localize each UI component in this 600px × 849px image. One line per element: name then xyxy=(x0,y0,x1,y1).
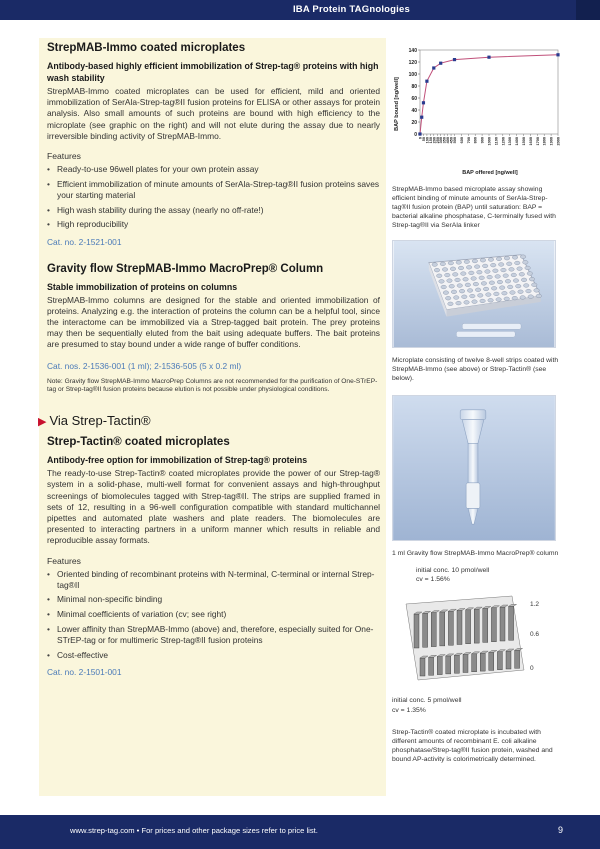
well xyxy=(528,295,533,299)
well xyxy=(469,271,474,275)
well xyxy=(529,277,534,281)
main-content xyxy=(38,42,380,677)
bar3d-figure xyxy=(392,566,562,726)
bar3d-bar xyxy=(506,651,511,669)
well xyxy=(489,281,494,285)
chart-x-tick-label: 300 xyxy=(439,137,444,144)
well xyxy=(512,256,517,260)
well xyxy=(502,291,507,295)
well xyxy=(504,256,509,260)
chart-x-tick-label: 700 xyxy=(466,137,471,144)
well xyxy=(485,270,490,274)
section1-subtitle: Antibody-based highly efficient immobilization of Strep-tag® proteins with high wash stability xyxy=(47,61,379,83)
bar3d-bar xyxy=(463,655,468,673)
well xyxy=(487,275,492,279)
feature-item: • Ready-to-use 96well plates for your own protein assay xyxy=(47,164,380,175)
section1-features-label: Features xyxy=(47,151,81,162)
bar3d-bar xyxy=(489,652,494,670)
chart-x-tick-label: 1400 xyxy=(515,137,520,146)
well xyxy=(481,282,486,286)
bar3d-bar xyxy=(454,655,459,673)
well xyxy=(463,277,468,281)
well xyxy=(440,262,445,266)
well xyxy=(472,300,477,304)
section1-features xyxy=(47,164,380,231)
chart-x-tick-label: 150 xyxy=(428,137,433,144)
well xyxy=(523,284,528,288)
chart-point xyxy=(439,62,442,65)
well xyxy=(448,302,453,306)
bar3d-bar xyxy=(429,657,434,675)
well xyxy=(480,258,485,262)
binding-curve-chart xyxy=(392,42,564,178)
well xyxy=(536,294,541,298)
well xyxy=(488,258,493,262)
well xyxy=(520,255,525,259)
well xyxy=(442,268,447,272)
section2-title: Gravity flow StrepMAB-Immo MacroPrep® Column xyxy=(47,262,324,275)
well xyxy=(520,296,525,300)
chart-x-tick-label: 50 xyxy=(421,137,426,142)
well xyxy=(437,274,442,278)
well xyxy=(483,287,488,291)
chart-x-tick-label: 1000 xyxy=(487,137,492,146)
chart-point xyxy=(432,66,435,69)
well xyxy=(432,263,437,267)
section3-subtitle: Antibody-free option for immobilization of Strep-tag® proteins xyxy=(47,455,308,466)
bar3d-caption: Strep-Tactin® coated microplate is incubated with different amounts of recombinant E. coli alkaline phosphatase/Strep-tag®II fusion protein, washed and bound AP-activity is colorimetrically determined. xyxy=(392,729,553,763)
well xyxy=(513,279,518,283)
page-number: 9 xyxy=(558,825,564,835)
chart-y-tick-label: 80 xyxy=(411,84,417,90)
bar3d-bar xyxy=(472,654,477,672)
well xyxy=(479,276,484,280)
bar3d-bar xyxy=(497,652,502,670)
well xyxy=(458,266,463,270)
well xyxy=(480,299,485,303)
chart-y-tick-label: 140 xyxy=(408,48,417,54)
chart-x-tick-label: 250 xyxy=(435,137,440,144)
well xyxy=(467,289,472,293)
chart-x-tick-label: 800 xyxy=(473,137,478,144)
bar3d-bar xyxy=(480,653,485,671)
chart-x-tick-label: 100 xyxy=(425,137,430,144)
chart-x-tick-label: 900 xyxy=(480,137,485,144)
well xyxy=(482,264,487,268)
bar3d-bar xyxy=(420,658,425,676)
section2-subtitle: Stable immobilization of proteins on columns xyxy=(47,281,238,292)
well xyxy=(474,265,479,269)
bar3d-bar xyxy=(483,608,488,642)
well xyxy=(516,284,521,288)
well xyxy=(450,267,455,271)
well xyxy=(519,272,524,276)
well xyxy=(495,275,500,279)
well xyxy=(526,289,531,293)
microplate-caption: Microplate consisting of twelve 8-well strips coated with StrepMAB-Immo (see above) or Strep-Tactin® (see below). xyxy=(392,357,559,382)
bar3d-bar xyxy=(431,613,436,647)
well xyxy=(445,273,450,277)
well xyxy=(453,296,458,300)
well xyxy=(504,297,509,301)
chart-point xyxy=(425,80,428,83)
section2-catno: Cat. nos. 2-1536-001 (1 ml); 2-1536-505 (5 x 0.2 ml) xyxy=(47,360,242,371)
well xyxy=(441,285,446,289)
bar3d-tick: 0 xyxy=(530,665,534,672)
footer-bar xyxy=(0,815,600,849)
chart-y-tick-label: 60 xyxy=(411,96,417,102)
chart-x-tick-label: 2000 xyxy=(556,137,561,146)
feature-item: • Oriented binding of recombinant proteins with N-terminal, C-terminal or internal Strep-tag®II xyxy=(47,569,380,591)
chart-y-tick-label: 20 xyxy=(411,120,417,126)
feature-item: • High reproducibility xyxy=(47,219,380,230)
well xyxy=(494,292,499,296)
well xyxy=(439,279,444,283)
chart-x-tick-label: 1300 xyxy=(508,137,513,146)
section3-heading xyxy=(38,413,380,428)
bar3d-bottom-cv: cv = 1.35% xyxy=(392,707,426,714)
feature-item: • Cost-effective xyxy=(47,650,380,661)
well xyxy=(515,261,520,265)
bar3d-bar xyxy=(466,610,471,644)
well xyxy=(466,265,471,269)
feature-item: • Lower affinity than StrepMAB-Immo (above) and, therefore, especially suited for One-STrEP-tag or for multimeric Strep-tag®II fusion proteins xyxy=(47,624,380,646)
chart-point xyxy=(556,53,559,56)
microplate-photo xyxy=(392,240,556,348)
chart-x-tick-label: 1100 xyxy=(494,137,499,146)
bar3d-top-cv: cv = 1.56% xyxy=(416,576,450,583)
well xyxy=(434,268,439,272)
bar3d-bar xyxy=(474,609,479,643)
well xyxy=(505,279,510,283)
chart-x-tick-label: 1500 xyxy=(522,137,526,146)
chart-point xyxy=(422,101,425,104)
well xyxy=(509,268,514,272)
well xyxy=(457,284,462,288)
bar3d-bar xyxy=(509,606,514,640)
chart-y-label: BAP bound [ng/well] xyxy=(394,77,400,131)
photo-microplate xyxy=(392,240,562,383)
section3-title: Strep-Tactin® coated microplates xyxy=(47,436,230,449)
well xyxy=(462,295,467,299)
well xyxy=(496,298,501,302)
bar3d-top-label: initial conc. 10 pmol/well xyxy=(416,567,490,574)
well xyxy=(532,283,537,287)
header-title: IBA Protein TAGnologies xyxy=(292,4,410,15)
well xyxy=(498,263,503,267)
bar3d-bar xyxy=(437,657,442,675)
well xyxy=(497,280,502,284)
well xyxy=(486,293,491,297)
chart-y-tick-label: 100 xyxy=(408,72,417,78)
bar3d-bottom-label: initial conc. 5 pmol/well xyxy=(392,697,462,704)
well xyxy=(448,261,453,265)
well xyxy=(488,298,493,302)
well xyxy=(465,283,470,287)
well xyxy=(455,278,460,282)
chart-point xyxy=(420,116,423,119)
well xyxy=(470,294,475,298)
bar3d-bar xyxy=(414,614,419,648)
bar3d-chart xyxy=(392,584,552,702)
chart-y-tick-label: 40 xyxy=(411,108,417,114)
chart-point xyxy=(418,132,421,135)
well xyxy=(511,273,516,277)
bar3d-tick: 1.2 xyxy=(530,601,540,608)
well xyxy=(449,284,454,288)
chart-x-tick-label: 1900 xyxy=(549,137,554,146)
section1-body: StrepMAB-Immo coated microplates can be used for efficient, mild and oriented immobilization of SerAla-Strep-tag®II fusion proteins for ELISA or other assays for protein analysis. Also small amounts of such proteins are bound with high efficiency to the microplate (see graphic on the right) and will not elute during the assay due to nearly irreversible binding activity of StrepMAB-Immo. xyxy=(47,86,380,141)
chart-x-tick-label: 500 xyxy=(453,137,457,144)
section1-title: StrepMAB-Immo coated microplates xyxy=(47,42,246,54)
well xyxy=(451,290,456,294)
chart-x-tick-label: 1700 xyxy=(535,137,540,146)
well xyxy=(464,300,469,304)
bar3d-tick: 0.6 xyxy=(530,631,540,638)
well xyxy=(453,273,458,277)
well xyxy=(456,301,461,305)
bar3d-bar xyxy=(500,607,505,641)
well xyxy=(472,259,477,263)
well xyxy=(534,289,539,293)
well xyxy=(518,290,523,294)
chart-x-tick-label: 450 xyxy=(449,137,454,144)
chart-x-tick-label: 1800 xyxy=(542,137,547,146)
chart-x-tick-label: 1200 xyxy=(501,137,506,146)
bar3d-bar xyxy=(423,613,428,647)
triangle-arrow-icon: ▶ xyxy=(38,416,47,429)
well xyxy=(503,274,508,278)
chart-caption: StrepMAB-Immo based microplate assay showing efficient binding of minute amounts of SerAla-Strep-tag®II fusion protein (BAP) until saturation: BAP = bacterial alkaline phosphatase, C-terminally fused with Strep-tag®II via SerAla linker xyxy=(392,186,556,229)
well xyxy=(493,269,498,273)
column-photo xyxy=(392,395,556,541)
well xyxy=(496,257,501,261)
chart-x-tick-label: 600 xyxy=(459,137,464,144)
well xyxy=(499,286,504,290)
well xyxy=(447,279,452,283)
chart-x-tick-label: 200 xyxy=(432,137,437,144)
well xyxy=(461,272,466,276)
photo-column xyxy=(392,395,562,558)
chart-y-ticks xyxy=(409,48,420,138)
well xyxy=(443,291,448,295)
header-tab xyxy=(576,0,600,20)
well xyxy=(475,288,480,292)
section3-catno: Cat. no. 2-1501-001 xyxy=(47,666,122,677)
feature-item: • High wash stability during the assay (nearly no off-rate!) xyxy=(47,205,380,216)
feature-item: • Minimal non-specific binding xyxy=(47,594,380,605)
chart-point xyxy=(487,56,490,59)
feature-item: • Efficient immobilization of minute amounts of SerAla-Strep-tag®II fusion proteins saves your starting material xyxy=(47,179,380,201)
well xyxy=(471,277,476,281)
chart-x-tick-label: 350 xyxy=(442,137,447,144)
right-column xyxy=(392,42,562,764)
section2-body: StrepMAB-Immo columns are designed for the stable and oriented immobilization of proteins. Analyzing e.g. the interaction of proteins the column can be a helpful tool, since the interactome can be immobilized via a Strep-tagged bait protein. The prey proteins may then be sequentially eluted from the bait using adequate buffers. The bait proteins are presumed to stay bound under a wide range of buffer conditions. xyxy=(47,294,380,350)
bar3d-bar xyxy=(448,611,453,645)
well xyxy=(517,267,522,271)
well xyxy=(473,282,478,286)
bar3d-bar xyxy=(515,650,520,668)
section3-body: The ready-to-use Strep-Tactin® coated microplates provide the power of our Strep-tag® system in a solid-phase, multi-well format for convenient assays and high-throughput screenings of biomolecules tagged with Strep-tag®II. The strips are supplied framed in sets of 12, resulting in a 96-well configuration compatible with standard multichannel pipettes and automated plate washers and plate readers. The biomolecules are presented to interacting partners in a uniform manner which results in reliable and reproducible assay formats. xyxy=(47,468,380,546)
chart-y-tick-label: 0 xyxy=(414,132,417,138)
feature-item: • Minimal coefficients of variation (cv; see right) xyxy=(47,609,380,620)
well xyxy=(477,270,482,274)
chart-x-tick-label: 400 xyxy=(446,137,451,144)
chart-x-tick-label: 1600 xyxy=(528,137,533,146)
well xyxy=(506,262,511,266)
bar3d-bar xyxy=(457,611,462,645)
column-caption: 1 ml Gravity flow StrepMAB-Immo MacroPrep® column xyxy=(392,550,559,557)
section2-note: Note: Gravity flow StrepMAB-Immo MacroPrep Columns are not recommended for the purification of One-STrEP-tag or Strep-tag®II fusion proteins because elution is not possible under physiological conditions. xyxy=(47,377,378,394)
section3-features-label: Features xyxy=(47,555,81,566)
well xyxy=(507,285,512,289)
section1-catno: Cat. no. 2-1521-001 xyxy=(47,236,122,247)
well xyxy=(478,294,483,298)
well xyxy=(510,291,515,295)
section3-features xyxy=(47,569,380,661)
chart-x-ticks xyxy=(419,134,561,145)
chart-x-label: BAP offered [ng/well] xyxy=(462,170,518,176)
well xyxy=(445,296,450,300)
well xyxy=(527,272,532,276)
well xyxy=(459,289,464,293)
chart-point xyxy=(453,58,456,61)
chart-x-tick-label: 0 xyxy=(418,137,423,140)
chart-y-tick-label: 120 xyxy=(408,60,417,66)
well xyxy=(490,263,495,267)
well xyxy=(525,266,530,270)
section3-heading-text: Via Strep-Tactin® xyxy=(49,413,151,429)
well xyxy=(464,260,469,264)
well xyxy=(491,286,496,290)
well xyxy=(523,260,528,264)
bar3d-bar xyxy=(446,656,451,674)
well xyxy=(501,268,506,272)
bar3d-bar xyxy=(440,612,445,646)
bar3d-bar xyxy=(491,608,496,642)
well xyxy=(521,278,526,282)
well xyxy=(456,261,461,265)
well xyxy=(512,296,517,300)
top-banner xyxy=(0,0,600,20)
footer-text: www.strep-tag.com • For prices and other package sizes refer to price list. xyxy=(70,826,318,835)
